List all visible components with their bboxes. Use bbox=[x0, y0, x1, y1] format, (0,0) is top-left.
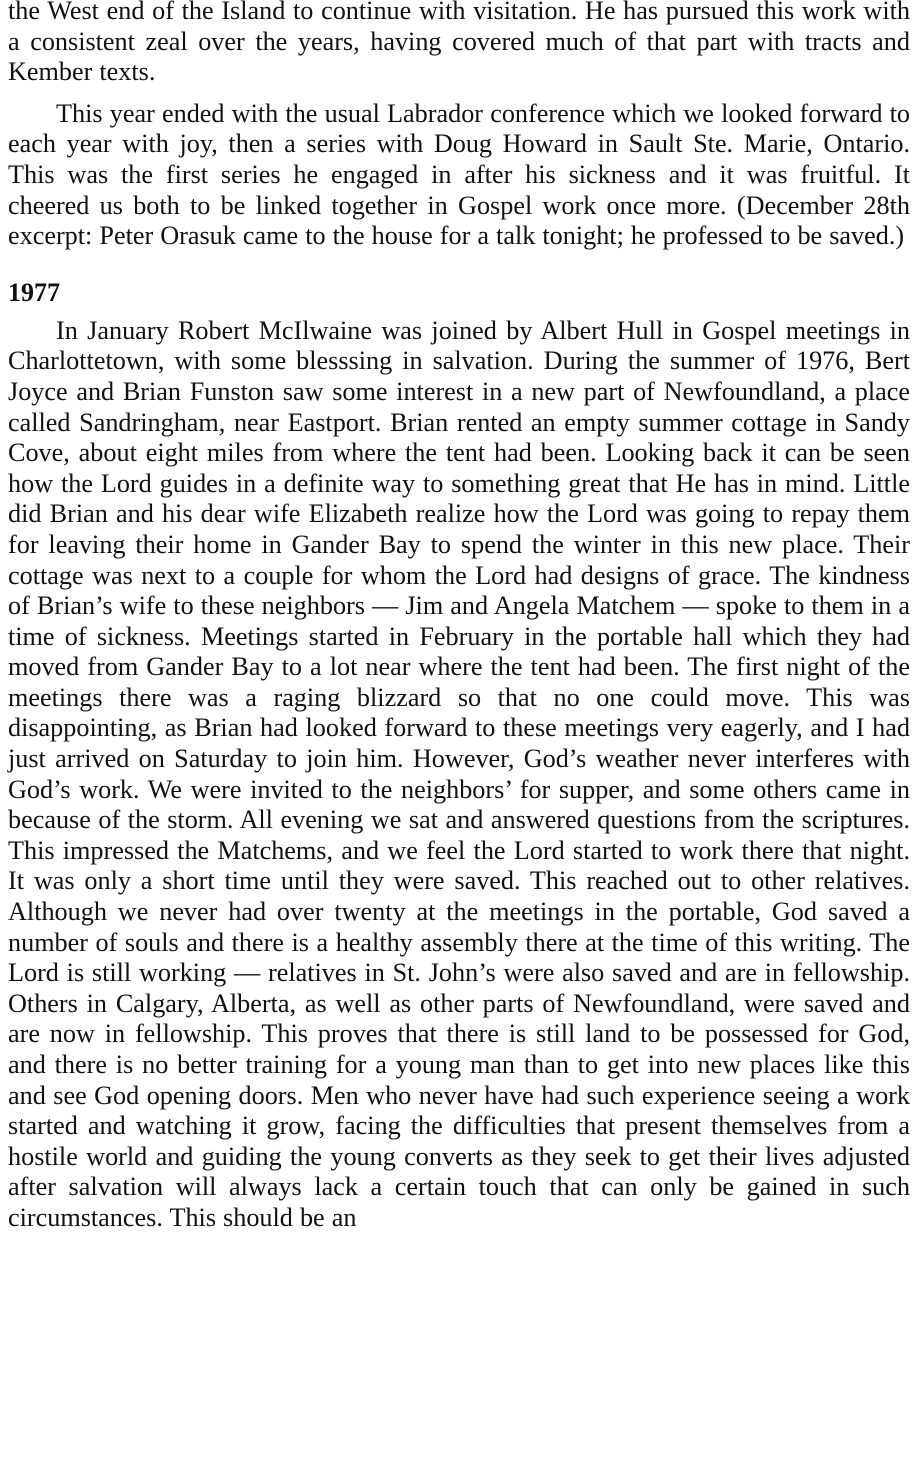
section-gap bbox=[8, 252, 910, 278]
paragraph-gap bbox=[8, 88, 910, 99]
paragraph-labrador-conference: This year ended with the usual Labrador conference which we looked forward to each year with joy, then a series with Doug Howard in Sault Ste. Marie, Ontario. This was the first series he engaged in after his sickness and it was fruitful. It cheered us both to be linked together in Gospel work once more. (December 28th excerpt: Peter Orasuk came to the house for a talk tonight; he professed to be saved.) bbox=[8, 98, 910, 251]
paragraph-continued: the West end of the Island to continue with visitation. He has pursued this work with a consistent zeal over the years, having covered much of that part with tracts and Kember texts. bbox=[8, 0, 910, 87]
section-heading-year: 1977 bbox=[8, 277, 60, 307]
heading-gap bbox=[8, 308, 910, 316]
paragraph-1977-narrative: In January Robert McIlwaine was joined by Albert Hull in Gospel meetings in Charlottetown, with some blesssing in salvation. During the summer of 1976, Bert Joyce and Brian Funston saw some interest in a new part of Newfoundland, a place called Sandringham, near Eastport. Brian rented an empty summer cottage in Sandy Cove, about eight miles from where the tent had been. Looking back it can be seen how the Lord guides in a definite way to something great that He has in mind. Little did Brian and his dear wife Elizabeth realize how the Lord was going to repay them for leaving their home in Gander Bay to spend the winter in this new place. Their cottage was next to a couple for whom the Lord had designs of grace. The kindness of Brian’s wife to these neighbors — Jim and Angela Matchem — spoke to them in a time of sickness. Meetings started in February in the portable hall which they had moved from Gander Bay to a lot near where the tent had been. The first night of the meetings there was a raging blizzard so that no one could move. This was disappointing, as Brian had looked forward to these meetings very eagerly, and I had just arrived on Saturday to join him. However, God’s weather never interferes with God’s work. We were invited to the neighbors’ for supper, and some others came in because of the storm. All evening we sat and answered questions from the scriptures. This impressed the Matchems, and we feel the Lord started to work there that night. It was only a short time until they were saved. This reached out to other relatives. Although we never had over twenty at the meetings in the portable, God saved a number of souls and there is a healthy assembly there at the time of this writing. The Lord is still working — relatives in St. John’s were also saved and are in fellowship. Others in Calgary, Alberta, as well as other parts of Newfoundland, were saved and are now in fellowship. This proves that there is still land to be possessed for God, and there is no better training for a young man than to get into new places like this and see God opening doors. Men who never have had such experience seeing a work started and watching it grow, facing the difficulties that present themselves from a hostile world and guiding the young converts as they seek to get their lives adjusted after salvation will always lack a certain touch that can only be gained in such circumstances. This should be an bbox=[8, 315, 910, 1232]
